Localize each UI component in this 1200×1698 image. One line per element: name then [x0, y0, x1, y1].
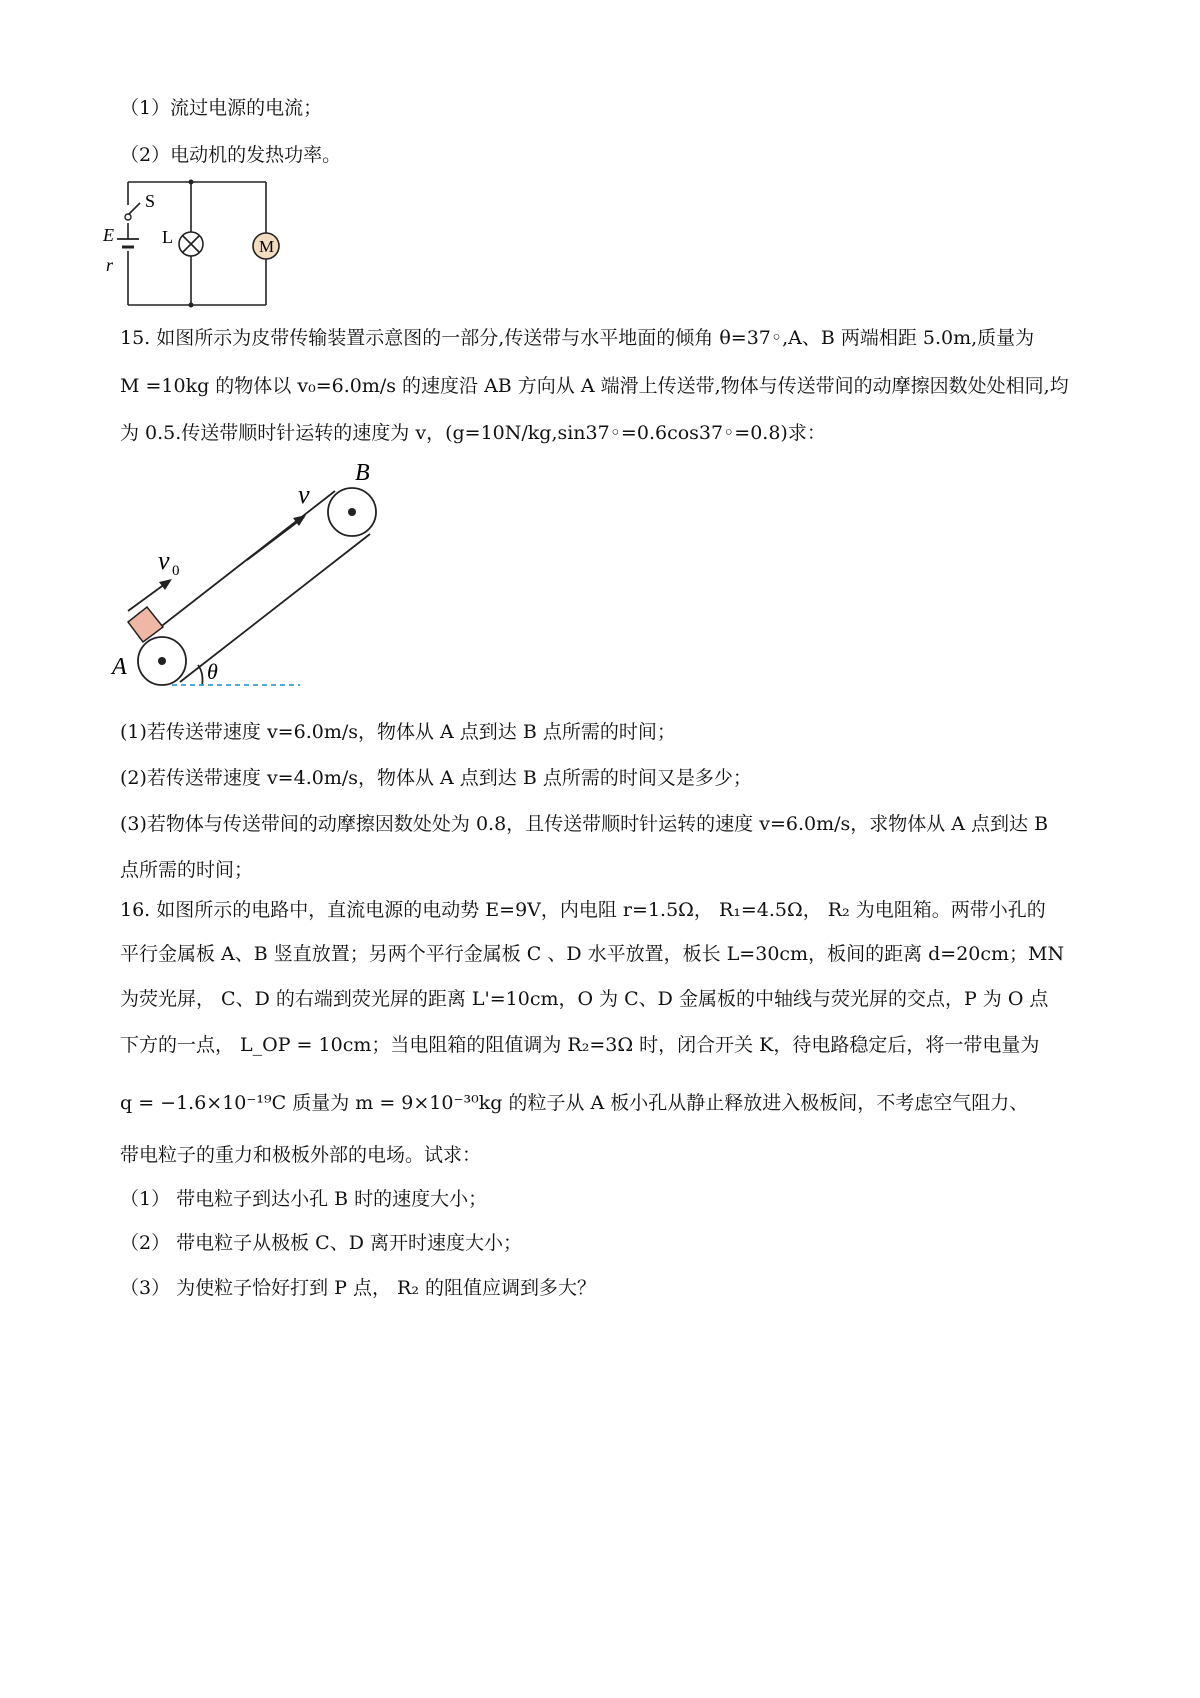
angle-theta-label: θ: [207, 659, 218, 684]
q16-line2: 平行金属板 A、B 竖直放置；另两个平行金属板 C 、D 水平放置，板长 L=30cm，板间的距离 d=20cm；MN: [120, 943, 1065, 965]
q14-part1: （1）流过电源的电流；: [120, 97, 323, 119]
initial-velocity-arrowhead: [159, 579, 172, 590]
q14-part2: （2）电动机的发热功率。: [120, 144, 342, 166]
initial-velocity-subscript: 0: [172, 563, 180, 579]
q16-line4: 下方的一点， L_OP = 10cm；当电阻箱的阻值调为 R₂=3Ω 时，闭合开关 K，待电路稳定后，将一带电量为: [120, 1034, 1040, 1056]
q16-line1: 16. 如图所示的电路中，直流电源的电动势 E=9V，内电阻 r=1.5Ω， R₁=4.5Ω， R₂ 为电阻箱。两带小孔的: [120, 899, 1046, 921]
q16-line3: 为荧光屏， C、D 的右端到荧光屏的距离 L'=10cm，O 为 C、D 金属板的中轴线与荧光屏的交点，P 为 O 点: [120, 988, 1049, 1010]
q16-part2: （2） 带电粒子从极板 C、D 离开时速度大小；: [120, 1232, 522, 1254]
q15-line3: 为 0.5.传送带顺时针运转的速度为 v，(g=10N/kg,sin37◦=0.6cos37◦=0.8)求：: [120, 422, 826, 444]
q16-line5: q = −1.6×10⁻¹⁹C 质量为 m = 9×10⁻³⁰kg 的粒子从 A 板小孔从静止释放进入极板间，不考虑空气阻力、: [120, 1092, 1029, 1114]
conveyor-belt-diagram: [100, 455, 420, 700]
lamp-label: L: [162, 227, 173, 247]
q15-part3-line2: 点所需的时间；: [120, 859, 254, 881]
belt-velocity-label: v: [298, 480, 310, 509]
q15-line1: 15. 如图所示为皮带传输装置示意图的一部分,传送带与水平地面的倾角 θ=37◦,A、B 两端相距 5.0m,质量为: [120, 327, 1035, 349]
point-b-label: B: [355, 460, 370, 486]
q16-line6: 带电粒子的重力和极板外部的电场。试求：: [120, 1144, 482, 1166]
q15-part3-line1: (3)若物体与传送带间的动摩擦因数处处为 0.8，且传送带顺时针运转的速度 v=6.0m/s，求物体从 A 点到达 B: [120, 813, 1049, 835]
initial-velocity-label: v: [158, 546, 170, 575]
q15-part1: (1)若传送带速度 v=6.0m/s，物体从 A 点到达 B 点所需的时间；: [120, 721, 676, 743]
q15-part2: (2)若传送带速度 v=4.0m/s，物体从 A 点到达 B 点所需的时间又是多少；: [120, 767, 752, 789]
q15-line2: M =10kg 的物体以 v₀=6.0m/s 的速度沿 AB 方向从 A 端滑上传送带,物体与传送带间的动摩擦因数处处相同,均: [120, 375, 1069, 397]
motor-label: M: [259, 237, 275, 256]
emf-label: E: [103, 225, 114, 245]
point-a-label: A: [112, 654, 127, 680]
q16-part3: （3） 为使粒子恰好打到 P 点， R₂ 的阻值应调到多大？: [120, 1277, 596, 1299]
q16-part1: （1） 带电粒子到达小孔 B 时的速度大小；: [120, 1188, 488, 1210]
circuit-diagram: [95, 175, 295, 315]
switch-label: S: [145, 191, 156, 211]
internal-resistance-label: r: [106, 255, 114, 275]
